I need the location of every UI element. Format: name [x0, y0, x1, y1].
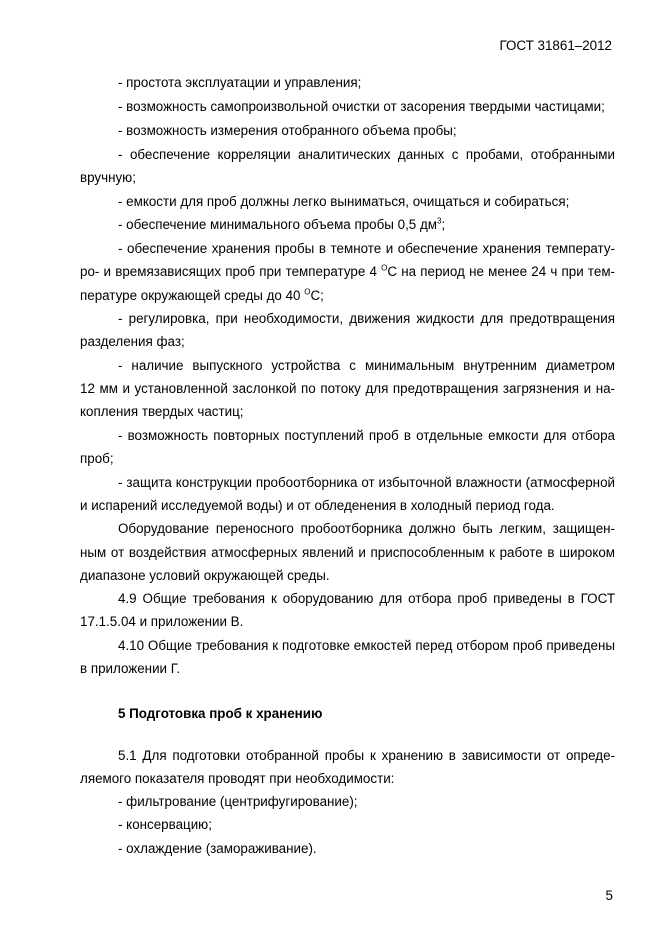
- paragraph-line: в приложении Г.: [80, 661, 181, 676]
- list-item-continuation: разделения фаз;: [80, 334, 185, 349]
- section-title: 5 Подготовка проб к хранению: [118, 706, 323, 721]
- list-item-text: С;: [310, 288, 324, 303]
- list-item-text: ;: [441, 217, 446, 232]
- list-item-text: ро- и времязависящих проб при температуре 4: [80, 264, 382, 279]
- list-item: - обеспечение хранения пробы в темноте и обеспечение хранения температу-: [118, 241, 615, 256]
- document-header: ГОСТ 31861–2012: [499, 38, 612, 53]
- paragraph-line: 4.10 Общие требования к подготовке емкостей перед отбором проб приведены: [118, 638, 615, 653]
- list-item: - защита конструкции пробоотборника от избыточной влажности (атмосферной: [118, 475, 615, 490]
- list-item-continuation: 12 мм и установленной заслонкой по потоку для предотвращения загрязнения и на-: [80, 381, 615, 396]
- superscript: 3: [437, 216, 442, 226]
- list-item-continuation: вручную;: [80, 170, 136, 185]
- paragraph-line: ным от воздействия атмосферных явлений и приспособленным к работе в широком: [80, 545, 615, 560]
- list-item-continuation: копления твердых частиц;: [80, 404, 244, 419]
- list-item-continuation: проб;: [80, 451, 114, 466]
- list-item-continuation: и испарений исследуемой воды) и от обледенения в холодный период года.: [80, 498, 555, 513]
- superscript: О: [381, 263, 388, 273]
- list-item: - простота эксплуатации и управления;: [118, 75, 362, 90]
- page-number: 5: [605, 888, 613, 903]
- list-item: [118, 217, 445, 232]
- paragraph-line: Оборудование переносного пробоотборника должно быть легким, защищен-: [118, 521, 615, 536]
- paragraph-line: диапазоне условий окружающей среды.: [80, 568, 330, 583]
- paragraph-line: 5.1 Для подготовки отобранной пробы к хранению в зависимости от опреде-: [118, 748, 615, 763]
- list-item: - емкости для проб должны легко выниматься, очищаться и собираться;: [118, 194, 570, 209]
- list-item-continuation: [80, 264, 615, 279]
- paragraph-line: 4.9 Общие требования к оборудованию для отбора проб приведены в ГОСТ: [118, 591, 615, 606]
- list-item: - наличие выпускного устройства с минимальным внутренним диаметром: [118, 358, 615, 373]
- list-item: - возможность самопроизвольной очистки от засорения твердыми частицами;: [118, 99, 605, 114]
- list-item: - регулировка, при необходимости, движения жидкости для предотвращения: [118, 311, 615, 326]
- paragraph-line: ляемого показателя проводят при необходимости:: [80, 771, 395, 786]
- superscript: О: [304, 287, 311, 297]
- list-item-continuation: [80, 288, 324, 303]
- list-item: - охлаждение (замораживание).: [118, 841, 317, 856]
- list-item-text: С на период не менее 24 ч при тем-: [387, 264, 615, 279]
- paragraph-line: 17.1.5.04 и приложении В.: [80, 614, 244, 629]
- list-item: - фильтрование (центрифугирование);: [118, 794, 358, 809]
- list-item: - возможность повторных поступлений проб в отдельные емкости для отбора: [118, 428, 615, 443]
- list-item: - обеспечение корреляции аналитических данных с пробами, отобранными: [118, 147, 615, 162]
- list-item-text: - обеспечение минимального объема пробы 0,5 дм: [118, 217, 437, 232]
- list-item: - консервацию;: [118, 817, 212, 832]
- list-item: - возможность измерения отобранного объема пробы;: [118, 123, 457, 138]
- list-item-text: пературе окружающей среды до 40: [80, 288, 305, 303]
